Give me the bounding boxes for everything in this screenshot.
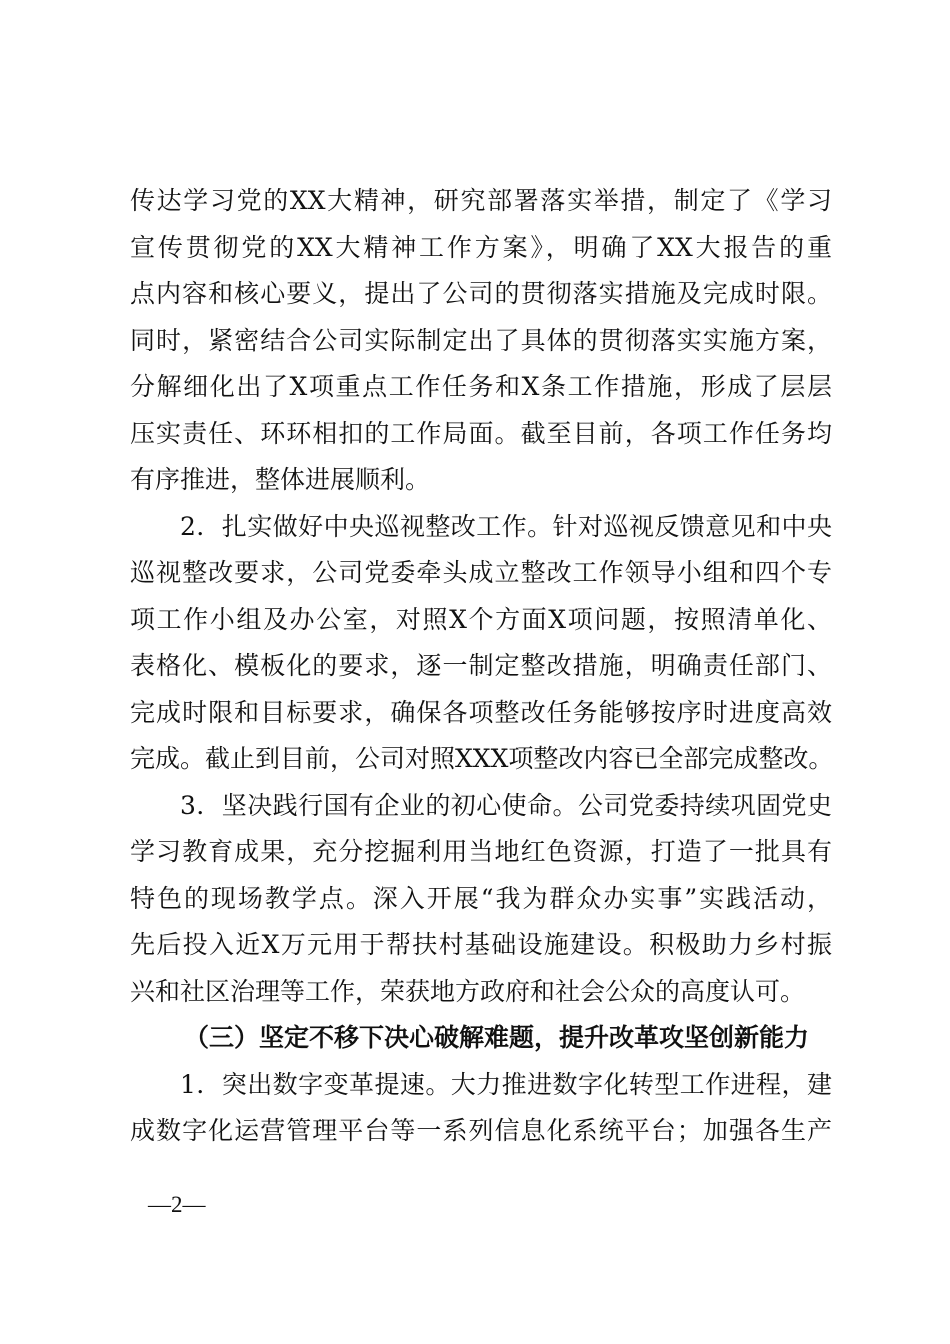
body-text	[130, 178, 832, 1155]
text-line: 成数字化运营管理平台等一系列信息化系统平台；加强各生产	[130, 1116, 832, 1145]
paragraph-start-line: 3．坚决践行国有企业的初心使命。公司党委持续巩固党史	[180, 790, 832, 820]
text-line: 宣传贯彻党的XX大精神工作方案》，明确了XX大报告的重	[130, 232, 832, 262]
section-heading: （三）坚定不移下决心破解难题，提升改革攻坚创新能力	[184, 1023, 810, 1052]
text-line: 巡视整改要求，公司党委牵头成立整改工作领导小组和四个专	[130, 558, 832, 587]
text-line: 特色的现场教学点。深入开展“我为群众办实事”实践活动，	[130, 883, 832, 913]
text-line: 完成。截止到目前，公司对照XXX项整改内容已全部完成整改。	[130, 744, 834, 773]
text-line: 点内容和核心要义，提出了公司的贯彻落实措施及完成时限。	[130, 279, 832, 308]
text-line: 先后投入近X万元用于帮扶村基础设施建设。积极助力乡村振	[130, 930, 832, 959]
text-line: 完成时限和目标要求，确保各项整改任务能够按序时进度高效	[130, 697, 832, 727]
text-line: 项工作小组及办公室，对照X个方面X项问题，按照清单化、	[130, 604, 832, 634]
text-line: 压实责任、环环相扣的工作局面。截至目前，各项工作任务均	[130, 418, 832, 448]
paragraph-start-line: 1．突出数字变革提速。大力推进数字化转型工作进程，建	[180, 1069, 832, 1099]
text-line: 表格化、模板化的要求，逐一制定整改措施，明确责任部门、	[130, 651, 832, 680]
text-line: 兴和社区治理等工作，荣获地方政府和社会公众的高度认可。	[130, 976, 806, 1006]
text-line: 同时，紧密结合公司实际制定出了具体的贯彻落实实施方案，	[130, 325, 832, 355]
text-line: 有序推进，整体进展顺利。	[130, 465, 431, 494]
text-line: 学习教育成果，充分挖掘利用当地红色资源，打造了一批具有	[130, 837, 832, 866]
text-line: 分解细化出了X项重点工作任务和X条工作措施，形成了层层	[130, 372, 832, 401]
text-line: 传达学习党的XX大精神，研究部署落实举措，制定了《学习	[130, 186, 832, 215]
paragraph-start-line: 2．扎实做好中央巡视整改工作。针对巡视反馈意见和中央	[180, 511, 832, 541]
page-number: —2—	[148, 1192, 206, 1217]
